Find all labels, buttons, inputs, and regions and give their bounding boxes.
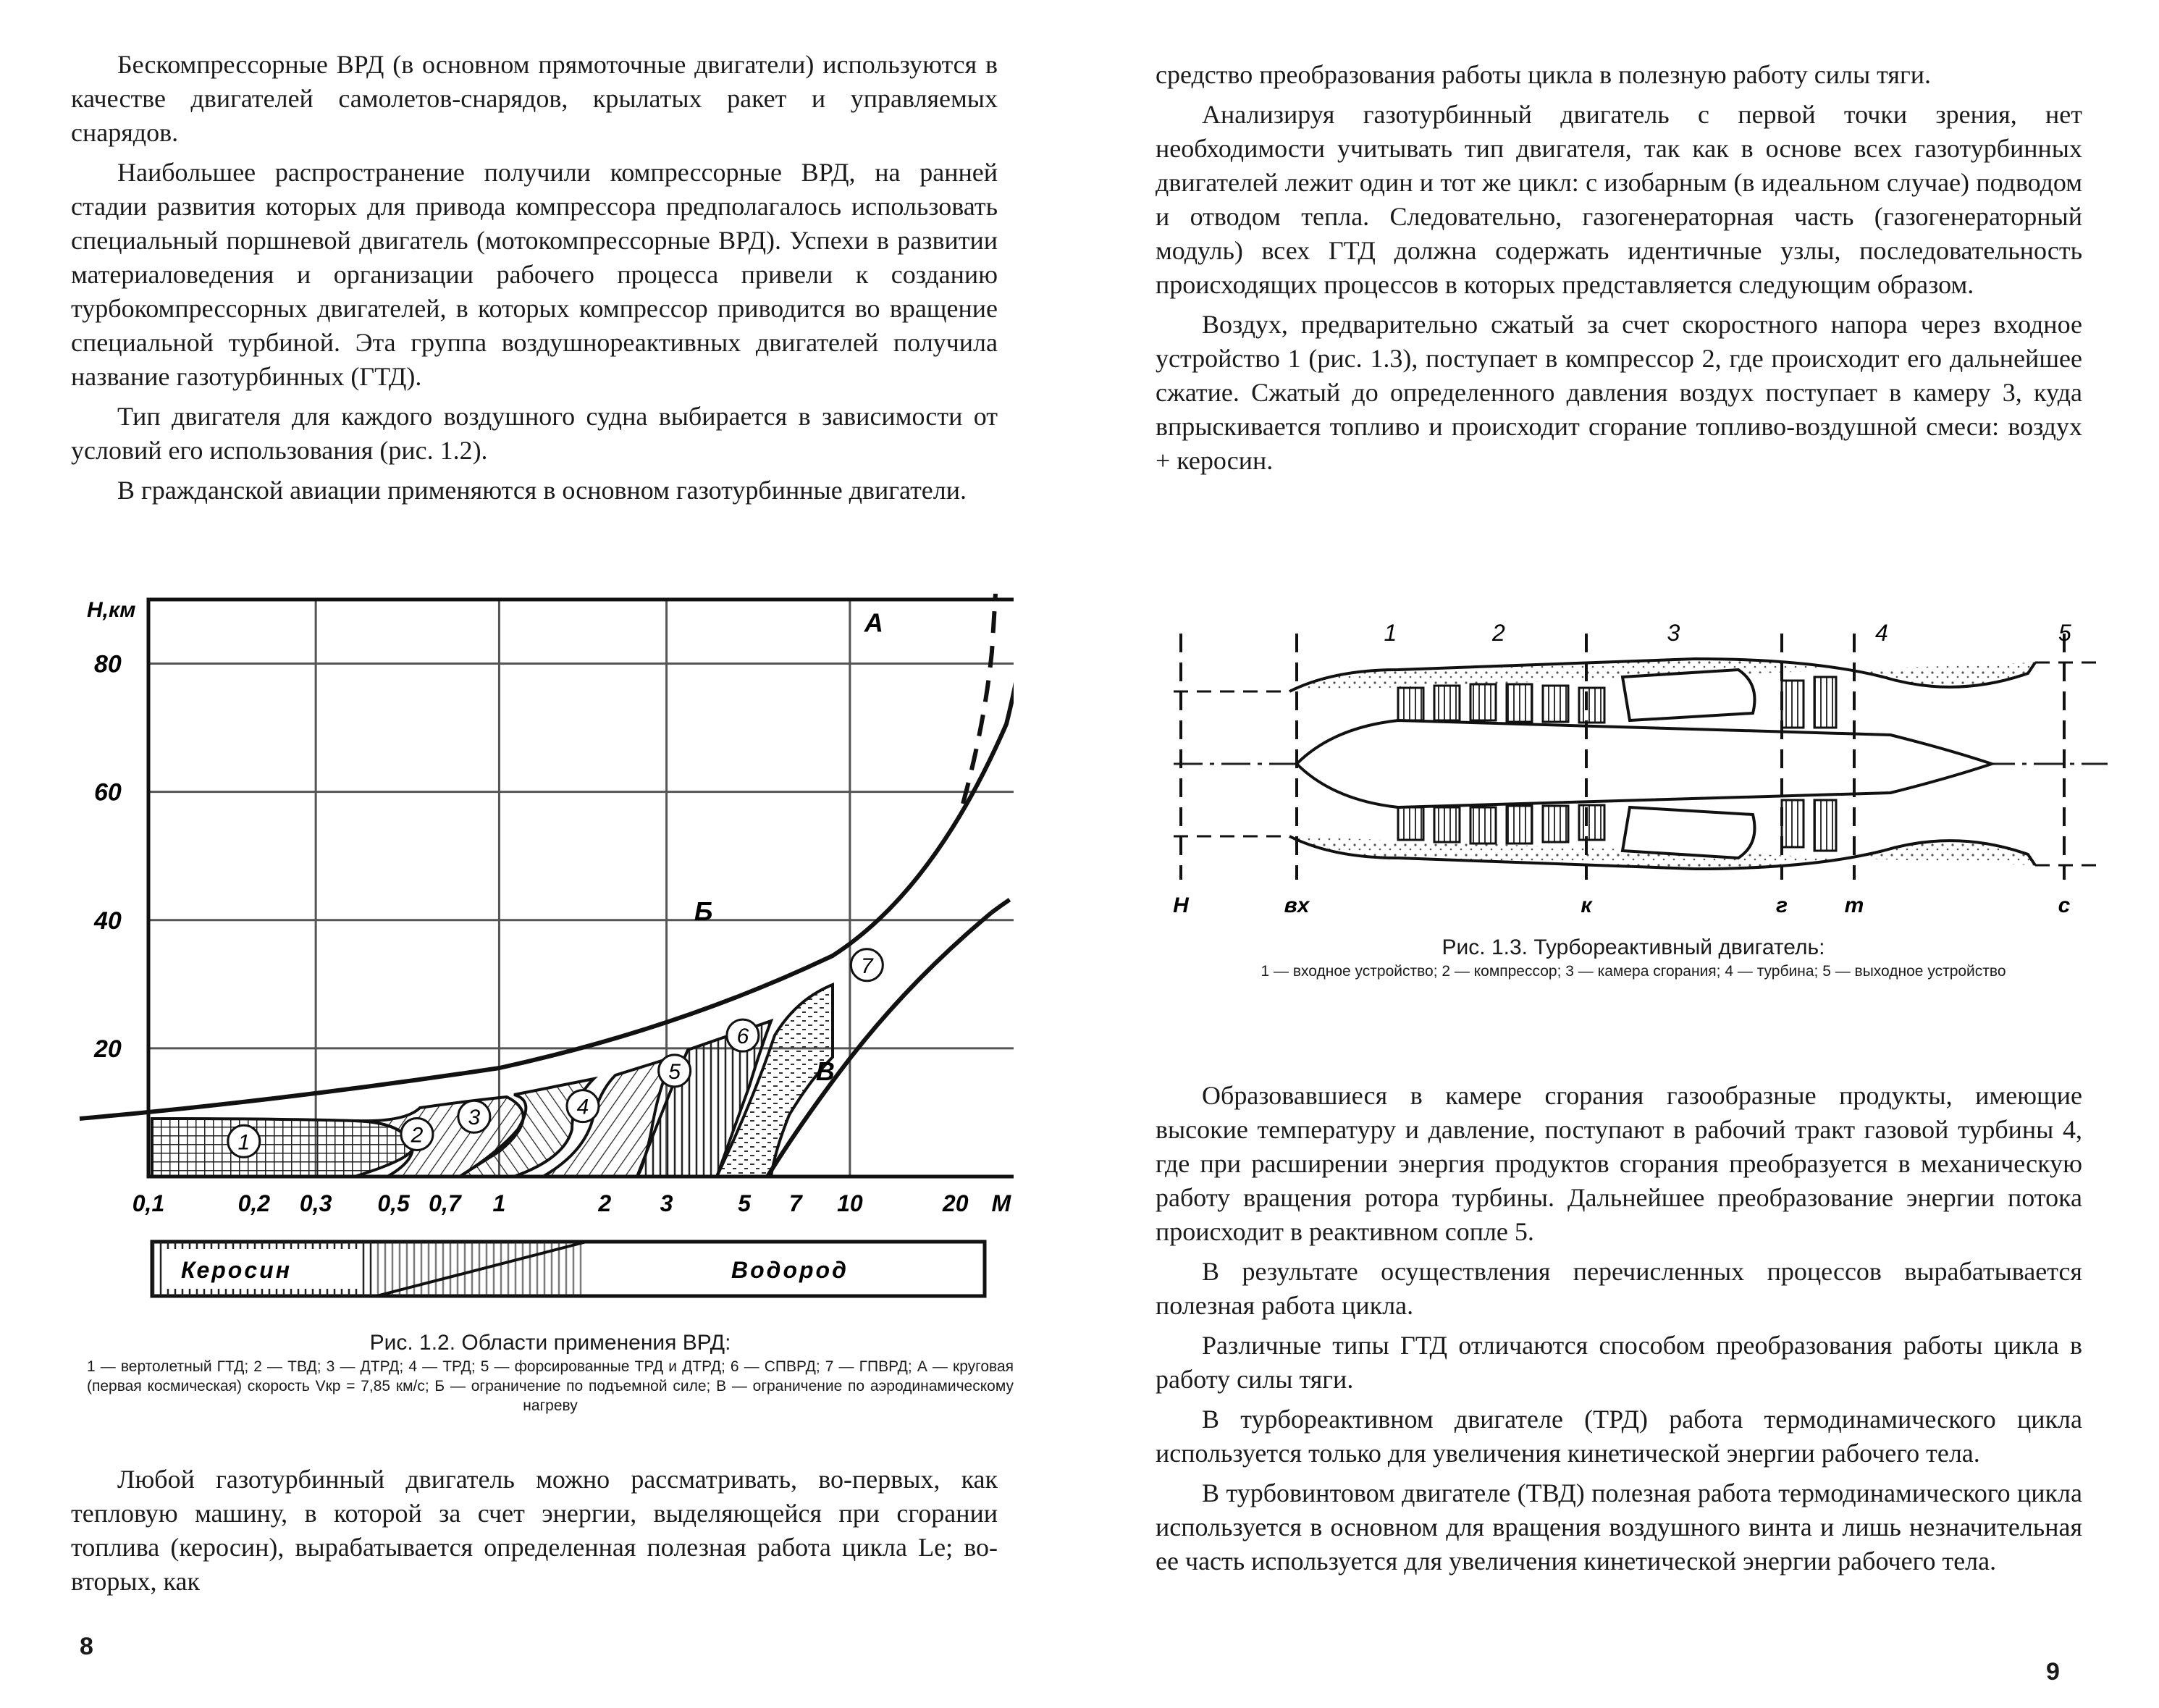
boundary-Б <box>80 623 1014 1119</box>
section-label: к <box>1581 893 1592 917</box>
y-tick-label: 20 <box>94 1035 122 1063</box>
right-page <box>1080 0 2159 1708</box>
right-bottom-text <box>1156 1079 2082 1584</box>
paragraph: Любой газотурбинный двигатель можно рассматривать, во-первых, как тепловую машину, в которой за счет энергии, выделяющейся при сгорании топлива (керосин), вырабатывается определенная полезная работа цикла Lе; во-вторых, как <box>71 1465 998 1596</box>
y-tick-label: 80 <box>94 650 122 678</box>
part-label: 5 <box>2058 620 2071 646</box>
fig-1-3-engine-diagram <box>1159 619 2115 923</box>
section-label: Н <box>1173 893 1189 917</box>
part-label: 3 <box>1667 620 1680 646</box>
spinner <box>1297 720 1992 807</box>
paragraph: Наибольшее распространение получили компрессорные ВРД, на ранней стадии развития которых для привода компрессора предполагалось использовать специальный поршневой двигатель (мотокомпрессорные ВРД). Успехи в развитии материаловедения и организации рабочего процесса привели к созданию турбокомпрессорных двигателей, в которых компрессор приводится во вращение специальной турбиной. Эта группа воздушнореактивных двигателей получила название газотурбинных (ГТД). <box>71 158 998 391</box>
boundary-В-dashed <box>992 876 1014 912</box>
paragraph: В гражданской авиации применяются в основном газотурбинные двигатели. <box>117 476 967 505</box>
region-label: 1 <box>237 1130 251 1155</box>
paragraph: средство преобразования работы цикла в полезную работу силы тяги. <box>1156 60 1931 89</box>
y-tick-label: 40 <box>94 906 122 935</box>
x-tick-label: М <box>991 1190 1011 1216</box>
x-tick-label: 20 <box>942 1190 969 1216</box>
x-tick-label: 0,5 <box>377 1190 410 1216</box>
paragraph: Различные типы ГТД отличаются способом преобразования работы цикла в работу силы тяги. <box>1156 1331 2082 1394</box>
x-tick-label: 2 <box>598 1190 612 1216</box>
caption-title: Рис. 1.3. Турбореактивный двигатель: <box>1442 935 1825 959</box>
x-tick-label: 3 <box>660 1190 673 1216</box>
paragraph: Тип двигателя для каждого воздушного судна выбирается в зависимости от условий его использования (рис. 1.2). <box>71 402 998 465</box>
region-label: 6 <box>736 1025 749 1049</box>
page-number-left: 8 <box>80 1633 93 1660</box>
paragraph: Воздух, предварительно сжатый за счет скоростного напора через входное устройство 1 (рис. 1.3), поступает в компрессор 2, где происходит его дальнейшее сжатие. Сжатый до определенного давления воздух поступает в камеру 3, куда впрыскивается топливо и происходит сгорание топливо-воздушной смеси: воздух + керосин. <box>1156 310 2082 475</box>
fig-1-3-caption <box>1181 934 2086 981</box>
page-number-right: 9 <box>2046 1658 2060 1686</box>
paragraph: В турбовинтовом двигателе (ТВД) полезная работа термодинамического цикла используется в основном для вращения воздушного винта и лишь незначительная ее часть используется для увеличения кинетической энергии рабочего тела. <box>1156 1478 2082 1576</box>
boundary-label: Б <box>694 896 713 926</box>
fig-1-2-chart <box>65 579 1014 1318</box>
caption-body: 1 — вертолетный ГТД; 2 — ТВД; 3 — ДТРД; 4 — ТРД; 5 — форсированные ТРД и ДТРД; 6 — СПВРД; 7 — ГПВРД; А — круговая (первая космическая) скорость Vкр = 7,85 км/с; Б — ограничение по подъемной силе; В — ограничение по аэродинамическому нагреву <box>87 1358 1014 1414</box>
x-tick-label: 1 <box>492 1190 506 1216</box>
section-labels <box>1173 893 2070 917</box>
boundary-label: А <box>864 607 883 638</box>
fuel-label-hydrogen: Водород <box>731 1257 849 1283</box>
part-label: 2 <box>1492 620 1505 646</box>
part-label: 4 <box>1875 620 1888 646</box>
x-tick-label: 5 <box>738 1190 751 1216</box>
region-label: 2 <box>411 1123 424 1148</box>
caption-body: 1 — входное устройство; 2 — компрессор; 3 — камера сгорания; 4 — турбина; 5 — выходное устройство <box>1261 963 2006 980</box>
section-label: т <box>1844 893 1864 917</box>
boundary-label: В <box>815 1056 835 1087</box>
section-label: вх <box>1284 893 1310 917</box>
paragraph: Анализируя газотурбинный двигатель с первой точки зрения, нет необходимости учитывать тип двигателя, так как в основе всех газотурбинных двигателей лежит один и тот же цикл: с изобарным (в идеальном случае) подводом и отводом тепла. Следовательно, газогенераторная часть (газогенераторный модуль) всех ГТД должна содержать идентичные узлы, последовательность происходящих процессов в которых представляется следующим образом. <box>1156 100 2082 299</box>
paragraph: Бескомпрессорные ВРД (в основном прямоточные двигатели) используются в качестве двигателей самолетов-снарядов, крылатых ракет и управляемых снарядов. <box>71 50 998 147</box>
fuel-bar <box>152 1242 985 1296</box>
part-label: 1 <box>1384 620 1397 646</box>
fig-1-2-caption <box>87 1329 1014 1415</box>
region-1 <box>152 1119 413 1177</box>
region-label: 4 <box>576 1095 589 1119</box>
left-bottom-text <box>71 1463 998 1604</box>
x-tick-label: 0,3 <box>299 1190 332 1216</box>
paragraph: В турбореактивном двигателе (ТРД) работа термодинамического цикла используется только для увеличения кинетической энергии рабочего тела. <box>1156 1405 2082 1468</box>
x-tick-label: 10 <box>837 1190 863 1216</box>
x-tick-label: 0,7 <box>429 1190 461 1216</box>
y-tick-labels <box>93 651 122 1063</box>
part-labels <box>1384 620 2072 646</box>
x-tick-label: 7 <box>788 1190 802 1216</box>
x-tick-labels <box>132 1190 1012 1216</box>
right-top-text <box>1156 58 2082 484</box>
x-tick-label: 0,1 <box>132 1190 165 1216</box>
region-label: 3 <box>468 1106 481 1130</box>
paragraph: В результате осуществления перечисленных процессов вырабатывается полезная работа цикла. <box>1156 1257 2082 1320</box>
section-label: с <box>2058 893 2071 917</box>
y-tick-label: 60 <box>94 778 122 807</box>
region-label: 5 <box>668 1059 681 1084</box>
region-label: 7 <box>860 954 873 978</box>
caption-title: Рис. 1.2. Области применения ВРД: <box>369 1331 731 1355</box>
fuel-label-kerosene: Керосин <box>181 1257 293 1283</box>
x-tick-label: 0,2 <box>237 1190 271 1216</box>
left-top-text <box>71 48 998 513</box>
section-label: г <box>1775 893 1788 917</box>
boundary-А <box>963 594 996 804</box>
y-axis-label: Н,км <box>87 598 136 622</box>
paragraph: Образовавшиеся в камере сгорания газообразные продукты, имеющие высокие температуру и давление, поступают в рабочий тракт газовой турбины 4, где при расширении энергия продуктов сгорания преобразуется в механическую работу вращения ротора турбины. Дальнейшее преобразование энергии потока происходит в реактивном сопле 5. <box>1156 1081 2082 1246</box>
